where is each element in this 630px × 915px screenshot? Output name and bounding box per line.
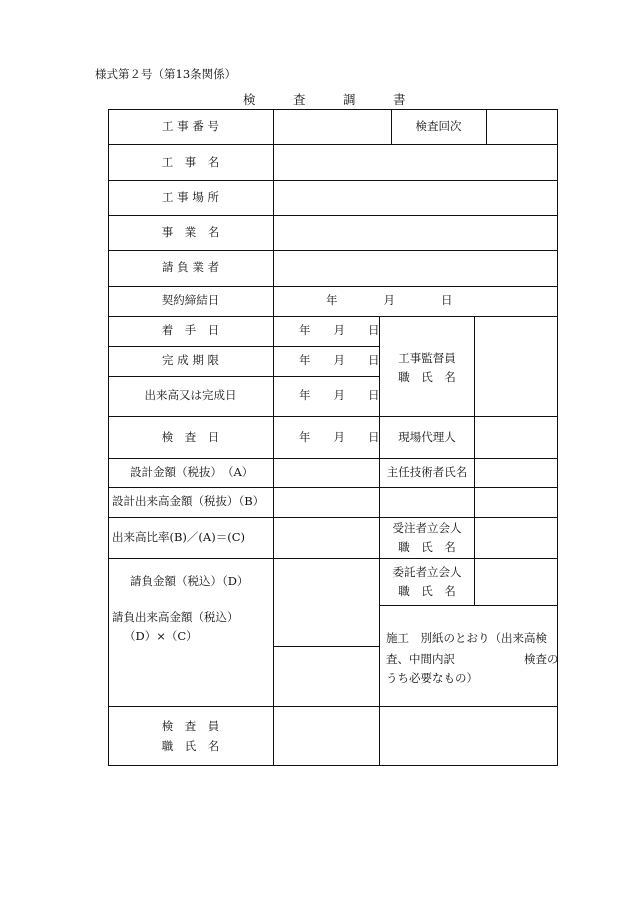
progress-or-completion-date-value: 年 月 日 <box>299 388 380 402</box>
label-contract-date: 契約締結日 <box>161 293 220 307</box>
label-supervisor-line2: 職 氏 名 <box>398 370 456 384</box>
start-date-value: 年 月 日 <box>299 323 380 337</box>
label-inspector-line1: 検 査 員 <box>161 719 220 733</box>
label-site-agent: 現場代理人 <box>398 430 456 444</box>
contract-date-value: 年 月 日 <box>326 293 453 307</box>
label-contract-progress-amount-line2: （D）×（C） <box>124 629 198 643</box>
label-supervisor-line1: 工事監督員 <box>398 351 456 365</box>
label-design-progress-amount: 設計出来高金額（税抜）（B） <box>112 494 265 508</box>
label-client-witness-line2: 職 氏 名 <box>398 584 456 598</box>
label-contractor-witness-line1: 受注者立会人 <box>392 521 462 535</box>
label-inspector-line2: 職 氏 名 <box>161 739 220 753</box>
label-contractor-witness-line2: 職 氏 名 <box>398 540 456 554</box>
label-inspection-round: 検査回次 <box>415 119 462 133</box>
label-project-name: 事 業 名 <box>161 225 220 239</box>
label-completion-deadline: 完 成 期 限 <box>162 353 219 367</box>
label-inspection-date: 検 査 日 <box>161 430 220 444</box>
label-start-date: 着 手 日 <box>161 323 220 337</box>
note-line1: 施工 別紙のとおり（出来高検 <box>386 631 547 645</box>
label-client-witness-line1: 委託者立会人 <box>392 565 462 579</box>
document-title: 検 査 調 書 <box>243 92 406 107</box>
label-progress-or-completion-date: 出来高又は完成日 <box>144 388 237 402</box>
form-number: 様式第２号（第13条関係） <box>95 67 237 81</box>
inspection-date-value: 年 月 日 <box>299 430 380 444</box>
label-contract-progress-amount-line1: 請負出来高金額（税込） <box>112 610 239 624</box>
label-work-name: 工 事 名 <box>161 155 220 169</box>
label-work-number: 工 事 番 号 <box>162 119 219 133</box>
label-contract-amount: 請負金額（税込）（D） <box>130 574 249 588</box>
label-design-amount: 設計金額（税抜） （A） <box>130 465 254 479</box>
label-chief-engineer: 主任技術者氏名 <box>386 465 468 479</box>
label-progress-ratio: 出来高比率(B)／(A)＝(C) <box>112 530 245 544</box>
completion-deadline-value: 年 月 日 <box>299 353 380 367</box>
note-line3: うち必要なもの） <box>386 671 478 685</box>
label-work-site: 工 事 場 所 <box>162 190 219 204</box>
note-line2: 査、中間内訳 検査の <box>386 652 559 666</box>
label-contractor: 請 負 業 者 <box>162 260 219 274</box>
